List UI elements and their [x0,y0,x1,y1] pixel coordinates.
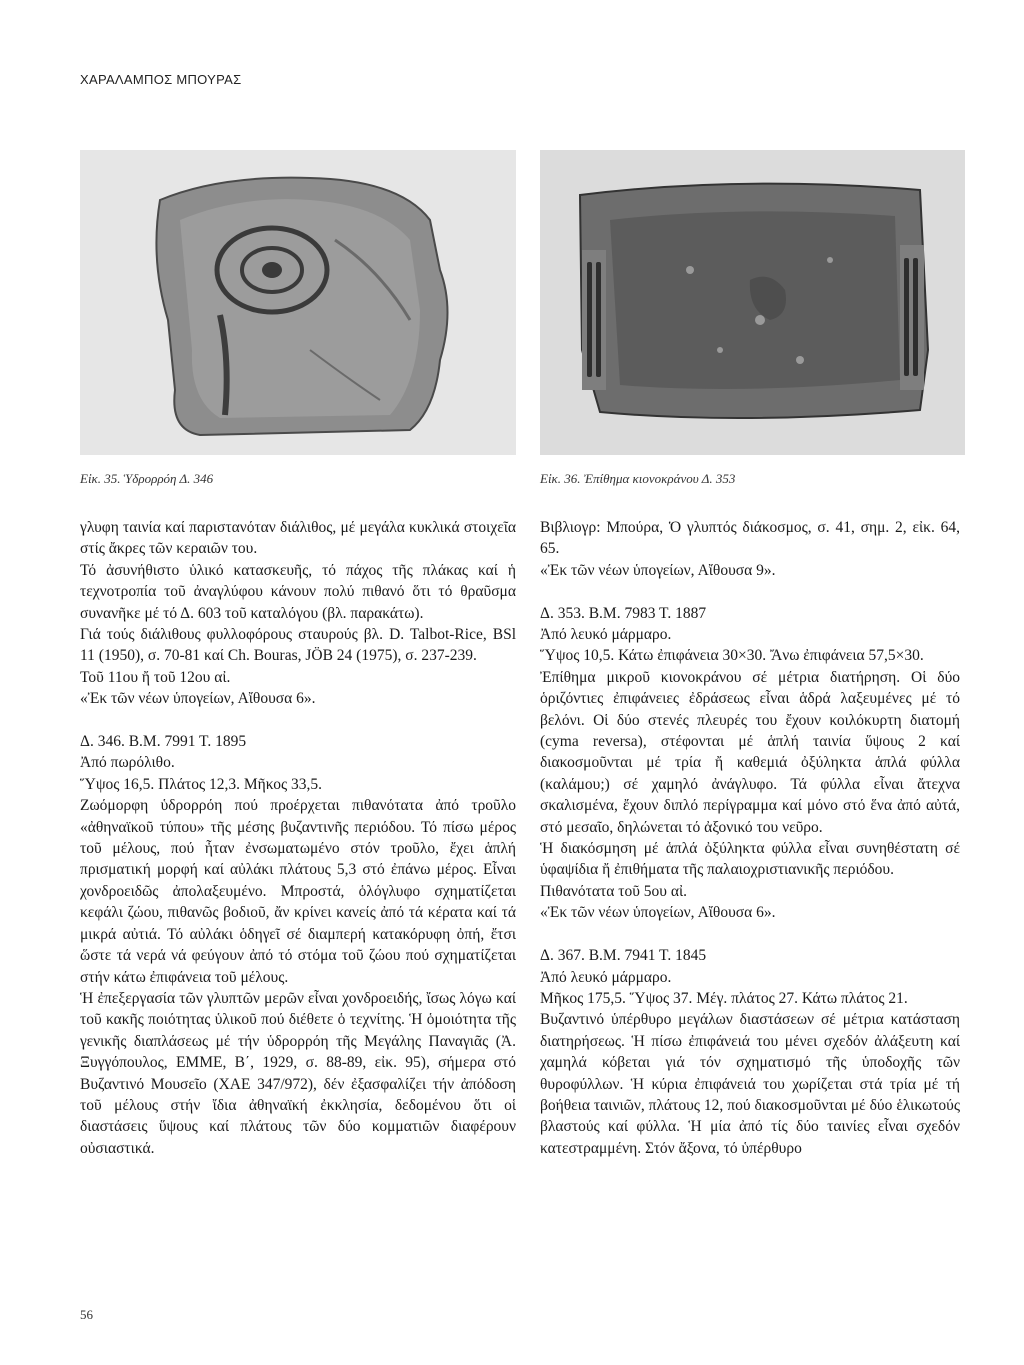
paragraph: Ζωόμορφη ὑδρορρόη πού προέρχεται πιθανότατα ἀπό τροῦλο «ἀθηναϊκοῦ τύπου» τῆς μέσης βυζαντινῆς περιόδου. Τό πίσω μέρος τοῦ μέλους, πού ἦταν ἐνσωματωμένο στόν τροῦλο, ἔχει ἁπλή πρισματική μορφή καί αὐλάκι πλάτους 5,3 στό ἐπάνω μέρος. Εἶναι χονδροειδῶς ἀπολαξευμένο. Μπροστά, ὁλόγλυφο σχηματίζεται κεφάλι ζώου, πιθανῶς βοδιοῦ, ἄν κρίνει κανείς ἀπό τά κέρατα καί τά μικρά αὐτιά. Τό αὐλάκι ὁδηγεῖ σέ διαμπερή κατακόρυφη ὀπή, ἔτσι ὥστε τά νερά νά φεύγουν ἀπό τό στόμα τοῦ ζώου πού σχηματίζεται στήν κάτω ἐπιφάνεια τοῦ μέλους. [80,797,516,986]
paragraph: Ἀπό πωρόλιθο. [80,754,175,772]
paragraph: «Ἐκ τῶν νέων ὑπογείων, Αἴθουσα 6». [80,690,316,708]
paragraph: Ὕψος 16,5. Πλάτος 12,3. Μῆκος 33,5. [80,775,322,793]
paragraph: Ἡ διακόσμηση μέ ἁπλά ὀξύληκτα φύλλα εἶναι συνηθέστατη σέ ὑφαψίδια ἤ ἐπιθήματα τῆς παλαιοχριστιανικῆς περιόδου. [540,840,960,879]
paragraph: γλυφη ταινία καί παριστανόταν διάλιθος, μέ μεγάλα κυκλικά στοιχεῖα στίς ἄκρες τῶν κεραιῶν του. [80,519,516,558]
figure-35-caption: Εἰκ. 35. Ὑδρορρόη Δ. 346 [80,471,214,486]
paragraph: Μῆκος 175,5. Ὕψος 37. Μέγ. πλάτος 27. Κάτω πλάτος 21. [540,989,908,1007]
paragraph: Ἀπό λευκό μάρμαρο. [540,968,672,986]
running-header: ΧΑΡΑΛΑΜΠΟΣ ΜΠΟΥΡΑΣ [80,72,242,87]
paragraph: Βιβλιογρ: Μπούρα, Ὁ γλυπτός διάκοσμος, σ. 41, σημ. 2, εἰκ. 64, 65. [540,519,960,558]
paragraph: Τοῦ 11ου ἤ τοῦ 12ου αἰ. [80,668,231,686]
figure-36-caption: Εἰκ. 36. Ἐπίθημα κιονοκράνου Δ. 353 [540,471,736,486]
paragraph: Τό ἀσυνήθιστο ὑλικό κατασκευῆς, τό πάχος τῆς πλάκας καί ἡ τεχνοτροπία τοῦ ἀναγλύφου κάνουν πολύ πιθανό ὅτι τό θραῦσμα συνανῆκε μέ τό Δ. 603 τοῦ καταλόγου (βλ. παρακάτω). [80,561,516,622]
paragraph: Ἡ ἐπεξεργασία τῶν γλυπτῶν μερῶν εἶναι χονδροειδής, ἴσως λόγω καί τοῦ κακῆς ποιότητας ὑλικοῦ πού διέθετε ὁ τεχνίτης. Ἡ ὁμοιότητα τῆς γενικῆς διαπλάσεως μέ τήν ὑδρορρόη τῆς Μεγάλης Παναγιᾶς (Ἀ. Ξυγγόπουλος, ΕΜΜΕ, Β΄, 1929, σ. 88-89, εἰκ. 95), σήμερα στό Βυζαντινό Μουσεῖο (ΧΑΕ 347/972), δέν ἐξασφαλίζει τήν ἀπόδοση τοῦ μέλους στήν ἴδια ἀθηναϊκή ἐκκλησία, δεδομένου ὅτι οἱ διαστάσεις ὕψους καί πλάτους τῶν δύο κομματιῶν διαφέρουν οὐσιαστικά. [80,989,516,1157]
paragraph: Βυζαντινό ὑπέρθυρο μεγάλων διαστάσεων σέ μέτρια κατάσταση διατηρήσεως. Ἡ πίσω ἐπιφάνειά του μένει σχεδόν ἀλάξευτη καί χαμηλά κόβεται γιά τόν σχηματισμό τῆς ὑποδοχῆς τῶν θυροφύλλων. Ἡ κύρια ἐπιφάνειά του χωρίζεται στά τρία μέ τή βοήθεια ταινιῶν, πλάτους 12, πού διακοσμοῦνται μέ δύο ἑλικωτούς βλαστούς καί φύλλα. Ἡ μία ἀπό τίς δύο ταινίες εἶναι σχεδόν κατεστραμμένη. Στόν ἄξονα, τό ὑπέρθυρο [540,1011,960,1157]
catalog-entry: Δ. 367. Β.Μ. 7941 Τ. 1845 [540,947,707,965]
paragraph: «Ἐκ τῶν νέων ὑπογείων, Αἴθουσα 6». [540,904,776,922]
paragraph: Γιά τούς διάλιθους φυλλοφόρους σταυρούς βλ. D. Talbot-Rice, BSl 11 (1950), σ. 70-81 καί Ch. Bouras, JÖB 24 (1975), σ. 237-239. [80,626,516,665]
figure-36-photo [540,150,965,455]
paragraph: Πιθανότατα τοῦ 5ου αἰ. [540,882,687,900]
figure-35-photo [80,150,516,455]
catalog-entry: Δ. 346. Β.Μ. 7991 Τ. 1895 [80,733,247,751]
waterspout-image [80,150,516,455]
paragraph: Ἀπό λευκό μάρμαρο. [540,626,672,644]
spacer [540,581,960,602]
right-column [540,517,960,1159]
page-number: 56 [80,1307,93,1322]
spacer [540,924,960,945]
paragraph: «Ἐκ τῶν νέων ὑπογείων, Αἴθουσα 9». [540,561,776,579]
paragraph: Ὕψος 10,5. Κάτω ἐπιφάνεια 30×30. Ἄνω ἐπιφάνεια 57,5×30. [540,647,924,665]
spacer [80,710,516,731]
paragraph: Ἐπίθημα μικροῦ κιονοκράνου σέ μέτρια διατήρηση. Οἱ δύο ὁριζόντιες ἐπιφάνειες ἐδράσεως εἶναι ἁδρά λαξευμένες μέ τό βελόνι. Οἱ δύο στενές πλευρές του ἔχουν κοιλόκυρτη διατομή (cyma reversa), στέφονται μέ ἁπλή ταινία ὕψους 2 καί διακοσμοῦνται μέ τρία ἤ καθεμιά ὀξύληκτα ἁπλά φύλλα (καλάμου;) σέ χαμηλό ἀνάγλυφο. Τά φύλλα εἶναι ἄτεχνα σκαλισμένα, ἔχουν διπλό περίγραμμα καί μόνο στό ἕνα ἀπό αὐτά, στό μεσαῖο, δηλώνεται τό ἀξονικό του νεῦρο. [540,668,960,836]
catalog-entry: Δ. 353. Β.Μ. 7983 Τ. 1887 [540,604,707,622]
left-column [80,517,516,1159]
capital-impost-image [540,150,965,455]
